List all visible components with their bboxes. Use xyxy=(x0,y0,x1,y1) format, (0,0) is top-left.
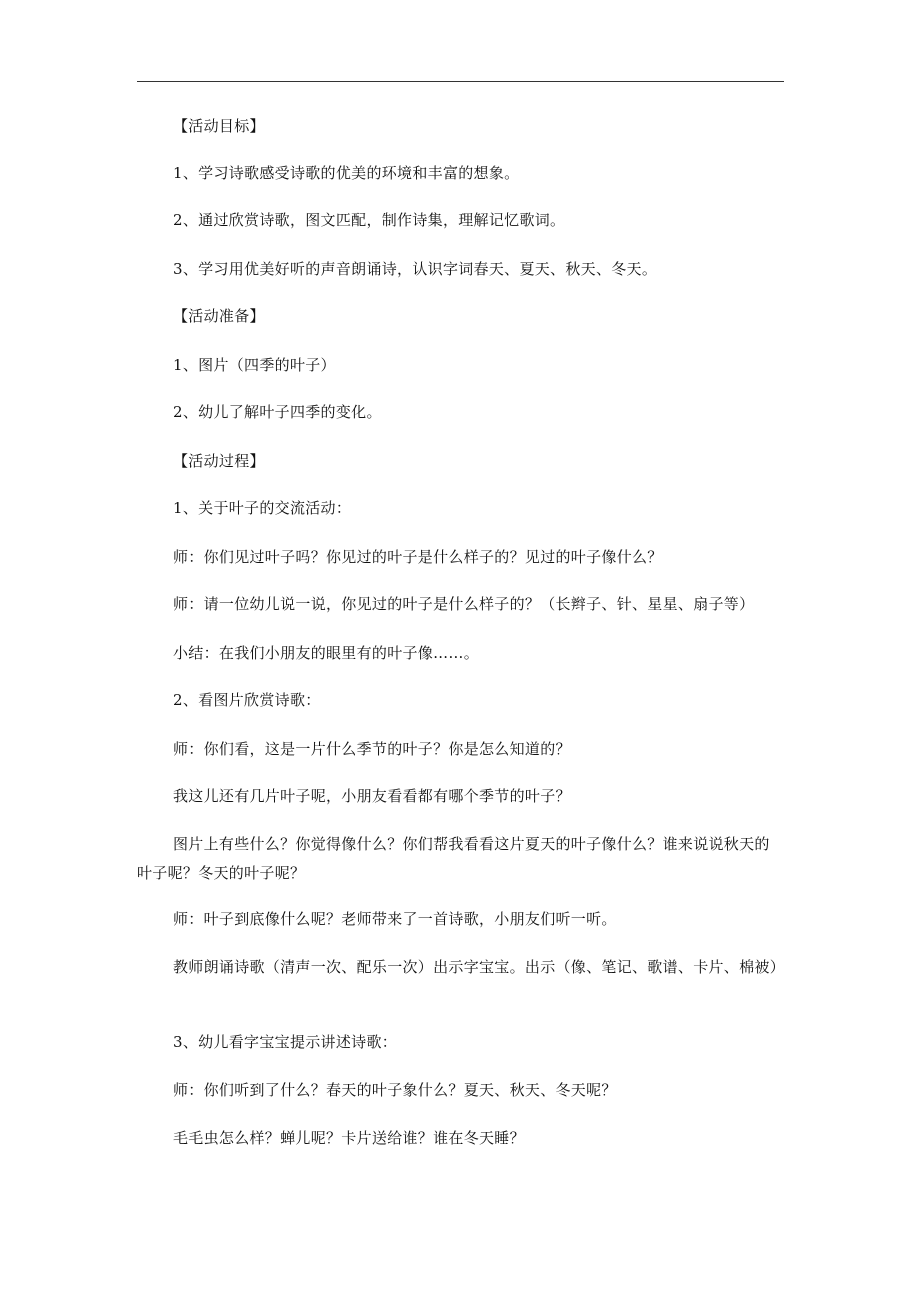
header-rule xyxy=(137,81,784,82)
paragraph-wrapped: 图片上有些什么？你觉得像什么？你们帮我看看这片夏天的叶子像什么？谁来说说秋天的叶子呢？冬天的叶子呢？ xyxy=(137,835,770,882)
goal-item-2: 2、通过欣赏诗歌，图文匹配，制作诗集，理解记忆歌词。 xyxy=(173,211,566,229)
paragraph: 我这儿还有几片叶子呢，小朋友看看都有哪个季节的叶子？ xyxy=(173,787,571,805)
paragraph: 毛毛虫怎么样？蝉儿呢？卡片送给谁？谁在冬天睡？ xyxy=(173,1129,525,1147)
goal-item-3: 3、学习用优美好听的声音朗诵诗，认识字词春天、夏天、秋天、冬天。 xyxy=(173,260,658,278)
process-step-2: 2、看图片欣赏诗歌： xyxy=(173,691,321,709)
prep-item-1: 1、图片（四季的叶子） xyxy=(173,356,336,374)
process-step-3: 3、幼儿看字宝宝提示讲述诗歌： xyxy=(173,1033,398,1051)
goal-item-1: 1、学习诗歌感受诗歌的优美的环境和丰富的想象。 xyxy=(173,164,520,182)
prep-item-2: 2、幼儿了解叶子四季的变化。 xyxy=(173,403,382,421)
section-heading-preparation: 【活动准备】 xyxy=(173,307,265,325)
paragraph: 小结：在我们小朋友的眼里有的叶子像……。 xyxy=(173,644,480,662)
paragraph: 师：你们见过叶子吗？你见过的叶子是什么样子的？见过的叶子像什么？ xyxy=(173,548,663,566)
section-heading-goals: 【活动目标】 xyxy=(173,117,265,135)
paragraph: 师：叶子到底像什么呢？老师带来了一首诗歌，小朋友们听一听。 xyxy=(173,910,617,928)
paragraph-wrapped: 教师朗诵诗歌（清声一次、配乐一次）出示字宝宝。出示（像、笔记、歌谱、卡片、棉被） xyxy=(173,958,786,976)
section-heading-process: 【活动过程】 xyxy=(173,452,265,470)
paragraph: 师：你们听到了什么？春天的叶子象什么？夏天、秋天、冬天呢？ xyxy=(173,1081,617,1099)
paragraph: 师：你们看，这是一片什么季节的叶子？你是怎么知道的？ xyxy=(173,740,571,758)
paragraph: 师：请一位幼儿说一说，你见过的叶子是什么样子的？（长辫子、针、星星、扇子等） xyxy=(173,595,755,613)
process-step-1: 1、关于叶子的交流活动： xyxy=(173,499,352,517)
